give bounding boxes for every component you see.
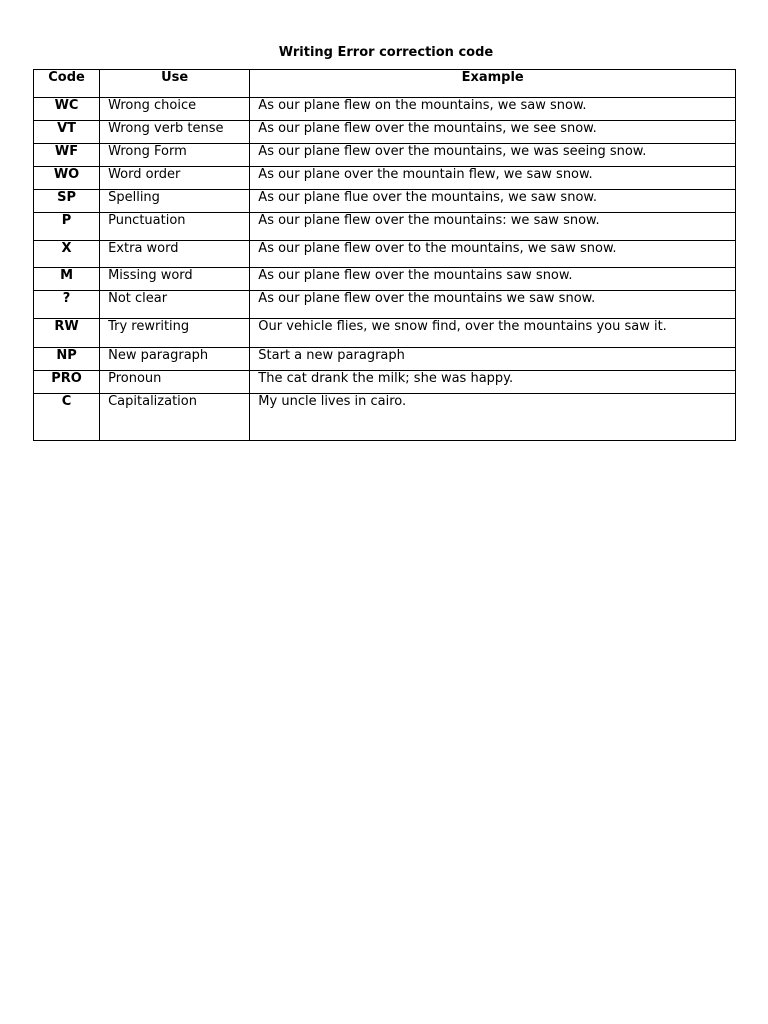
code-cell: WC bbox=[34, 98, 100, 121]
example-cell: As our plane flue over the mountains, we saw snow. bbox=[250, 190, 736, 213]
table-row bbox=[34, 241, 736, 268]
use-cell: Wrong Form bbox=[100, 144, 250, 167]
table-row bbox=[34, 394, 736, 441]
use-cell: Wrong choice bbox=[100, 98, 250, 121]
use-cell: Word order bbox=[100, 167, 250, 190]
code-cell: NP bbox=[34, 348, 100, 371]
example-cell: As our plane flew over the mountains we saw snow. bbox=[250, 291, 736, 319]
code-cell: SP bbox=[34, 190, 100, 213]
use-cell: Extra word bbox=[100, 241, 250, 268]
header-code: Code bbox=[34, 70, 100, 98]
use-cell: Wrong verb tense bbox=[100, 121, 250, 144]
example-cell: As our plane flew on the mountains, we saw snow. bbox=[250, 98, 736, 121]
table-header-row bbox=[34, 70, 736, 98]
table-row bbox=[34, 371, 736, 394]
use-cell: Pronoun bbox=[100, 371, 250, 394]
header-example: Example bbox=[250, 70, 736, 98]
table-row bbox=[34, 319, 736, 348]
table-row bbox=[34, 167, 736, 190]
code-cell: P bbox=[34, 213, 100, 241]
table-row bbox=[34, 121, 736, 144]
code-cell: WF bbox=[34, 144, 100, 167]
use-cell: Missing word bbox=[100, 268, 250, 291]
code-cell: PRO bbox=[34, 371, 100, 394]
use-cell: Spelling bbox=[100, 190, 250, 213]
example-cell: Our vehicle flies, we snow find, over the mountains you saw it. bbox=[250, 319, 736, 348]
code-cell: VT bbox=[34, 121, 100, 144]
use-cell: Capitalization bbox=[100, 394, 250, 441]
table-row bbox=[34, 268, 736, 291]
table-row bbox=[34, 213, 736, 241]
code-cell: X bbox=[34, 241, 100, 268]
code-cell: WO bbox=[34, 167, 100, 190]
example-cell: As our plane flew over the mountains saw snow. bbox=[250, 268, 736, 291]
code-cell: RW bbox=[34, 319, 100, 348]
code-cell: ? bbox=[34, 291, 100, 319]
example-cell: My uncle lives in cairo. bbox=[250, 394, 736, 441]
use-cell: New paragraph bbox=[100, 348, 250, 371]
use-cell: Punctuation bbox=[100, 213, 250, 241]
header-use: Use bbox=[100, 70, 250, 98]
example-cell: As our plane flew over the mountains, we was seeing snow. bbox=[250, 144, 736, 167]
use-cell: Not clear bbox=[100, 291, 250, 319]
page-title: Writing Error correction code bbox=[278, 45, 494, 60]
example-cell: The cat drank the milk; she was happy. bbox=[250, 371, 736, 394]
example-cell: As our plane flew over the mountains, we see snow. bbox=[250, 121, 736, 144]
table-row bbox=[34, 98, 736, 121]
example-cell: As our plane over the mountain flew, we saw snow. bbox=[250, 167, 736, 190]
table-row bbox=[34, 348, 736, 371]
code-cell: M bbox=[34, 268, 100, 291]
table-row bbox=[34, 190, 736, 213]
use-cell: Try rewriting bbox=[100, 319, 250, 348]
example-cell: As our plane flew over the mountains: we saw snow. bbox=[250, 213, 736, 241]
code-cell: C bbox=[34, 394, 100, 441]
example-cell: As our plane flew over to the mountains, we saw snow. bbox=[250, 241, 736, 268]
error-code-table bbox=[33, 69, 736, 441]
table-row bbox=[34, 291, 736, 319]
example-cell: Start a new paragraph bbox=[250, 348, 736, 371]
table-row bbox=[34, 144, 736, 167]
